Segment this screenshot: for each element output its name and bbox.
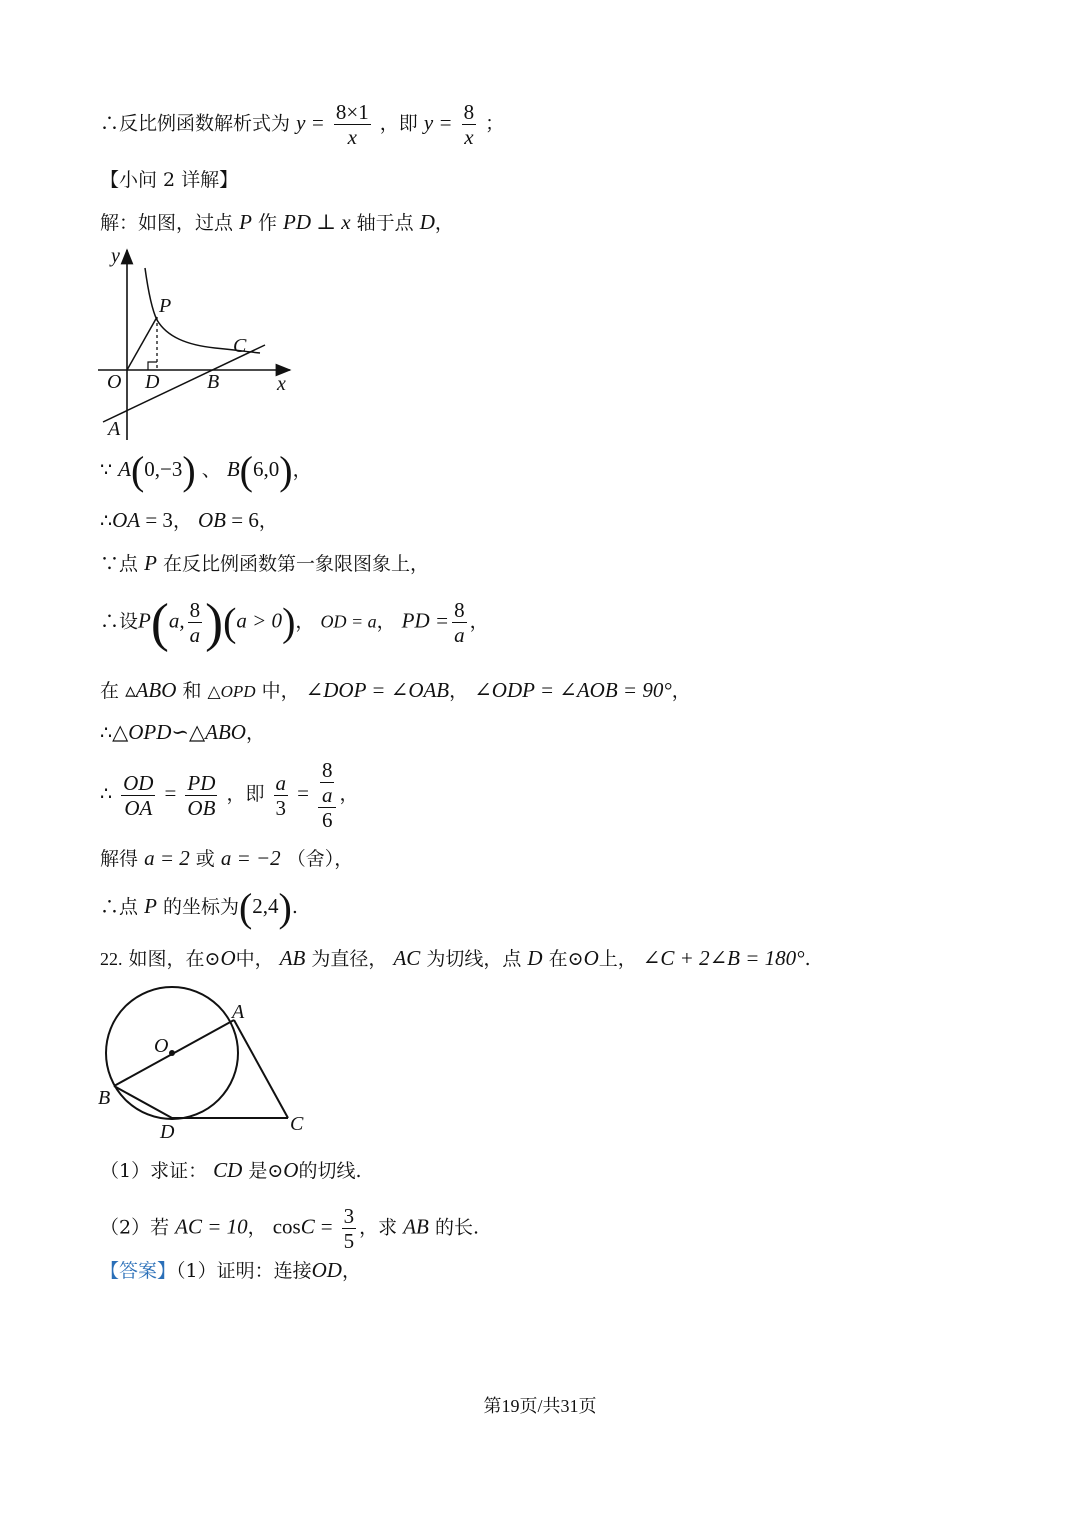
label-y: y	[111, 245, 120, 267]
line-coordinates-ab: ∵ A(0,−3) 、 B(6,0)，	[100, 448, 312, 493]
label-b: B	[98, 1087, 111, 1109]
label-b: B	[207, 371, 220, 393]
label-o: O	[107, 371, 122, 393]
line-solution-intro: 解：如图，过点 P 作 PD ⊥ x 轴于点 D，	[100, 210, 454, 234]
label-c: C	[290, 1113, 304, 1135]
compound-fraction: $\frac{\frac{8}{a}}{6}$	[318, 758, 337, 832]
answer-tag: 【答案】	[100, 1260, 177, 1282]
center-dot	[169, 1050, 175, 1056]
label-d: D	[160, 1121, 175, 1143]
subquestion-1: （1）求证： CD 是⊙O的切线.	[100, 1158, 362, 1182]
line-triangles-angles: 在 ▵ABO 和 △OPD 中， ∠DOP = ∠OAB， ∠ODP = ∠AOB = 90°，	[100, 678, 691, 702]
line-proportion: ∴ $\frac{OD}{OA}$ = $\frac{PD}{OB}$ ，即 $\frac{a}{3}$ = $\frac{\frac{8}{a}}{6}$ ，	[100, 758, 359, 832]
question-22: 22. 如图，在⊙O中， AB 为直径， AC 为切线，点 D 在⊙O上， ∠C + 2∠B = 180°.	[100, 946, 811, 970]
label-d: D	[145, 371, 160, 393]
line-solve-a: 解得 a = 2 或 a = −2 （舍），	[100, 846, 354, 870]
figure-coordinate-graph	[95, 242, 305, 447]
subquestion-2: （2）若 AC = 10， cosC = $\frac{3}{5}$ ，求 AB 的长.	[100, 1204, 479, 1253]
fraction-8-over-x: $\frac{8}{x}$	[463, 100, 475, 149]
line-oa-ob: ∴OA = 3， OB = 6，	[100, 508, 278, 532]
line-set-p: ∴设P(a, $\frac{8}{a}$ )(a > 0)， OD = a， PD = $\frac{8}{a}$ ，	[100, 592, 489, 653]
line-point-p-on-graph: ∵点 P 在反比例函数第一象限图象上，	[100, 551, 429, 575]
page-footer: 第19页/共31页	[483, 1396, 597, 1416]
fraction-8x1-over-x: $\frac{8\times 1}{x}$	[335, 100, 369, 149]
line-similar-triangles: ∴△OPD∽△ABO，	[100, 720, 265, 744]
label-a: A	[232, 1001, 245, 1023]
tangent-ac	[234, 1020, 288, 1118]
line-inverse-function: ∴反比例函数解析式为 y = $\frac{8\times 1}{x}$ ，即 y = $\frac{8}{x}$ ；	[100, 100, 505, 149]
answer-line: 【答案】（1）证明：连接OD，	[100, 1258, 361, 1282]
label-a: A	[108, 418, 121, 440]
section-heading-q2: 【小问 2 详解】	[100, 169, 239, 191]
line-p-coordinates: ∴点 P 的坐标为(2,4).	[100, 885, 298, 930]
label-p: P	[159, 295, 172, 317]
label-o: O	[154, 1035, 169, 1057]
figure-circle-tangent	[92, 980, 322, 1148]
label-x: x	[277, 373, 286, 395]
right-angle-mark	[148, 362, 157, 370]
y-var: y =	[296, 110, 325, 135]
label-c: C	[233, 335, 247, 357]
